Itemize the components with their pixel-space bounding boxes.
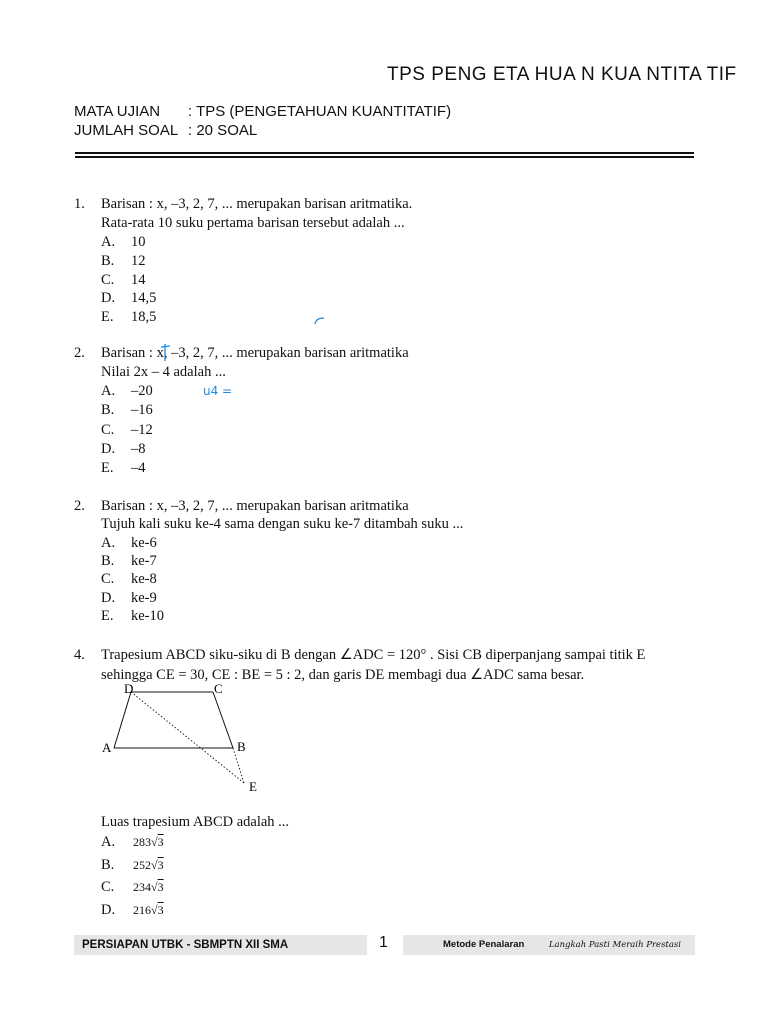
- option-b[interactable]: [101, 856, 164, 875]
- option-radicand: 3: [157, 880, 164, 894]
- footer-left-banner: PERSIAPAN UTBK - SBMPTN XII SMA: [74, 935, 367, 955]
- option-text: 18,5: [131, 309, 157, 325]
- question-number: 2.: [74, 345, 85, 361]
- option-letter: D.: [101, 590, 116, 606]
- meta-exam-value: : TPS (PENGETAHUAN KUANTITATIF): [188, 103, 452, 120]
- option-letter: A.: [101, 535, 116, 551]
- question-number: 4.: [74, 647, 85, 663]
- pen-annotation-x: [156, 341, 174, 363]
- option-e[interactable]: [101, 607, 164, 626]
- question-2: [74, 344, 694, 484]
- option-c[interactable]: [101, 878, 164, 897]
- option-letter: D.: [101, 902, 116, 918]
- trapezoid-figure: [98, 680, 278, 798]
- option-letter: E.: [101, 608, 114, 624]
- option-text: 10: [131, 234, 146, 250]
- option-b[interactable]: [101, 401, 153, 420]
- option-letter: C.: [101, 879, 115, 895]
- question-stem-line: Barisan : x, –3, 2, 7, ... merupakan barisan aritmatika: [101, 498, 409, 514]
- option-radicand: 3: [157, 858, 164, 872]
- option-b[interactable]: [101, 252, 146, 271]
- question-stem-line: Trapesium ABCD siku-siku di B dengan ∠ADC = 120° . Sisi CB diperpanjang sampai titik E: [101, 647, 646, 663]
- option-e[interactable]: [101, 459, 146, 478]
- side-cb: [213, 692, 233, 748]
- option-a[interactable]: [101, 233, 146, 252]
- question-4-prompt: Luas trapesium ABCD adalah ...: [101, 814, 290, 830]
- option-a[interactable]: [101, 382, 153, 401]
- question-stem-line: Rata-rata 10 suku pertama barisan tersebut adalah ...: [101, 215, 405, 231]
- option-letter: B.: [101, 553, 115, 569]
- option-coef: 252: [133, 858, 151, 872]
- option-c[interactable]: [101, 271, 146, 290]
- question-number: 2.: [74, 498, 85, 514]
- option-d[interactable]: [101, 289, 156, 308]
- header-rule-bottom: [75, 156, 694, 158]
- side-ad: [114, 692, 131, 748]
- option-letter: D.: [101, 441, 116, 457]
- question-stem-line: Nilai 2x – 4 adalah ...: [101, 364, 226, 380]
- segment-de: [131, 692, 244, 783]
- question-4-options: [101, 833, 301, 923]
- footer-slogan: Langkah Pasti Meraih Prestasi: [548, 940, 681, 950]
- header-rule-top: [75, 152, 694, 154]
- option-a[interactable]: [101, 534, 157, 553]
- vertex-label-e: E: [249, 779, 257, 794]
- option-radicand: 3: [157, 835, 164, 849]
- option-letter: B.: [101, 402, 115, 418]
- option-text: ke-7: [131, 553, 157, 569]
- sqrt-icon: √: [151, 880, 158, 894]
- option-e[interactable]: [101, 308, 156, 327]
- sqrt-icon: √: [151, 858, 158, 872]
- meta-exam-label: MATA UJIAN: [74, 103, 161, 120]
- question-number: 1.: [74, 196, 85, 212]
- option-d[interactable]: [101, 440, 146, 459]
- option-d[interactable]: [101, 589, 157, 608]
- option-text: ke-8: [131, 571, 157, 587]
- meta-count-label: JUMLAH SOAL: [74, 122, 179, 139]
- option-letter: A.: [101, 234, 116, 250]
- vertex-label-c: C: [214, 681, 223, 696]
- vertex-label-a: A: [102, 740, 112, 755]
- question-stem-line: Barisan : x, –3, 2, 7, ... merupakan barisan aritmatika: [101, 345, 409, 361]
- option-text: –16: [131, 402, 153, 418]
- option-radicand: 3: [157, 903, 164, 917]
- option-text: –4: [131, 460, 146, 476]
- option-text: –12: [131, 422, 153, 438]
- question-stem-line: sehingga CE = 30, CE : BE = 5 : 2, dan garis DE membagi dua ∠ADC sama besar.: [101, 667, 585, 683]
- option-c[interactable]: [101, 570, 157, 589]
- vertex-label-b: B: [237, 739, 246, 754]
- option-d[interactable]: [101, 901, 164, 920]
- option-coef: 216: [133, 903, 151, 917]
- meta-count-value: : 20 SOAL: [188, 122, 258, 139]
- meta-count-row: [74, 122, 257, 139]
- option-letter: C.: [101, 422, 115, 438]
- footer-center-label: Metode Penalaran: [443, 939, 525, 950]
- option-text: ke-9: [131, 590, 157, 606]
- question-stem-line: Tujuh kali suku ke-4 sama dengan suku ke-7 ditambah suku ...: [101, 516, 464, 532]
- pen-stroke-mark: [310, 312, 330, 328]
- option-coef: 283: [133, 835, 151, 849]
- option-c[interactable]: [101, 421, 153, 440]
- option-letter: C.: [101, 571, 115, 587]
- option-text: 14,5: [131, 290, 157, 306]
- option-letter: B.: [101, 857, 115, 873]
- sqrt-icon: √: [151, 903, 158, 917]
- option-coef: 234: [133, 880, 151, 894]
- option-letter: C.: [101, 272, 115, 288]
- page-title: TPS PENG ETA HUA N KUA NTITA TIF: [387, 64, 737, 85]
- option-text: 14: [131, 272, 146, 288]
- option-b[interactable]: [101, 552, 157, 571]
- option-text: –20: [131, 383, 153, 399]
- question-3: [74, 497, 694, 627]
- option-letter: D.: [101, 290, 116, 306]
- option-a[interactable]: [101, 833, 164, 852]
- vertex-label-d: D: [124, 681, 134, 696]
- question-1: [74, 195, 694, 335]
- option-text: 12: [131, 253, 146, 269]
- option-letter: B.: [101, 253, 115, 269]
- sqrt-icon: √: [151, 835, 158, 849]
- option-letter: E.: [101, 460, 114, 476]
- option-letter: A.: [101, 834, 116, 850]
- meta-exam-row: [74, 103, 451, 120]
- handwritten-note: u4 =: [203, 384, 233, 398]
- question-stem-line: Barisan : x, –3, 2, 7, ... merupakan barisan aritmatika.: [101, 196, 413, 212]
- option-letter: E.: [101, 309, 114, 325]
- page-number: 1: [379, 934, 388, 951]
- option-text: ke-6: [131, 535, 157, 551]
- option-letter: A.: [101, 383, 116, 399]
- footer-right-banner: [403, 935, 695, 955]
- option-text: ke-10: [131, 608, 165, 624]
- option-text: –8: [131, 441, 146, 457]
